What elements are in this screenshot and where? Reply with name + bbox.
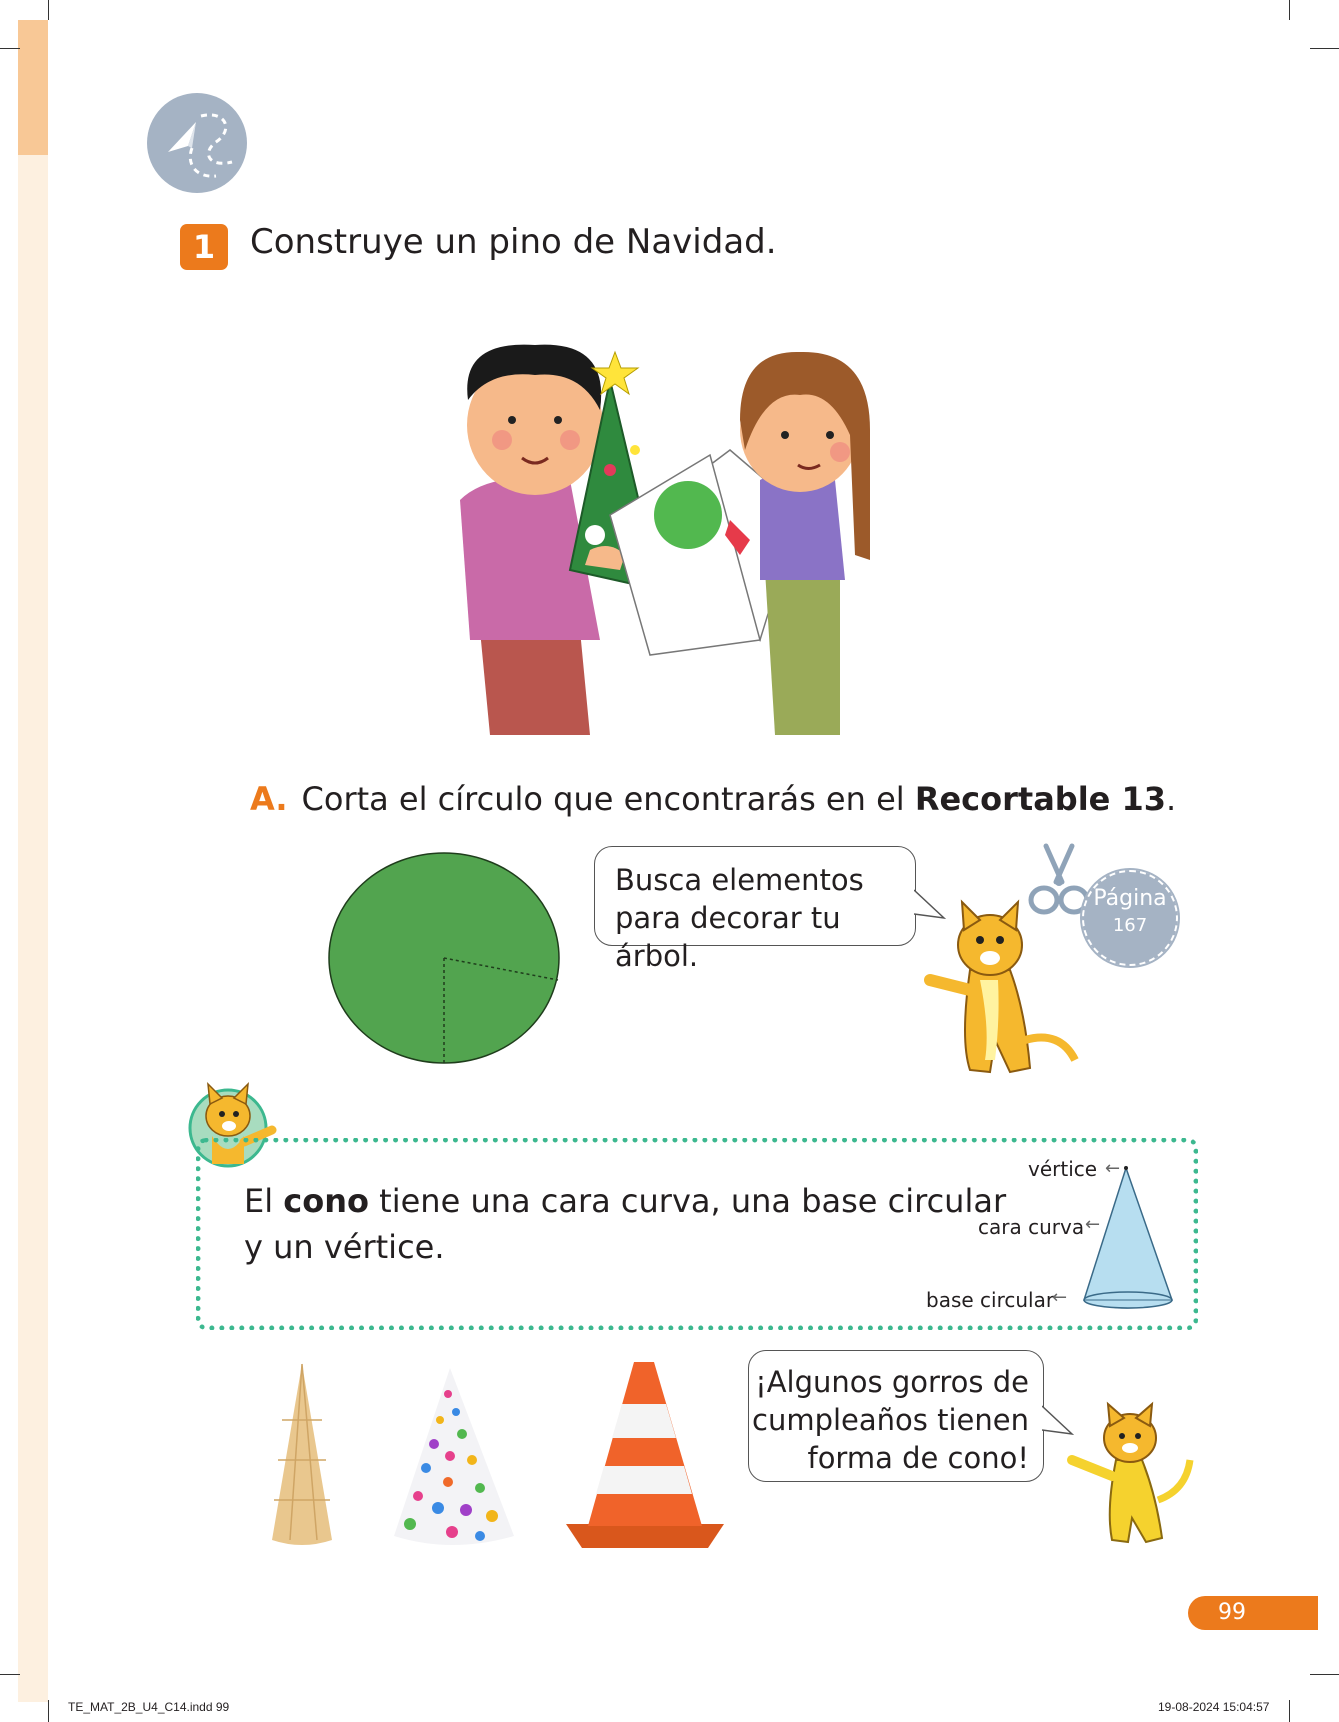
footer-timestamp: 19-08-2024 15:04:57 (1158, 1700, 1270, 1714)
exercise-title: Construye un pino de Navidad. (250, 222, 777, 262)
speech-bubble-decorate (594, 846, 916, 973)
part-a-end: . (1166, 780, 1177, 818)
ice-cream-cone-figure (262, 1360, 342, 1550)
side-color-strip-top (18, 20, 48, 155)
paper-plane-badge-icon (146, 92, 248, 194)
cone-diagram (1076, 1160, 1186, 1310)
crop-mark (48, 0, 49, 20)
cat-mascot-icon (1056, 1400, 1196, 1550)
page-reference-number: 167 (1112, 915, 1148, 936)
children-illustration (430, 340, 970, 740)
page-reference-badge (1082, 870, 1178, 966)
arrow-left-icon: ← (1085, 1214, 1101, 1235)
arrow-left-icon: ← (1105, 1158, 1121, 1179)
definition-rest: tiene una cara curva, una base circular (369, 1182, 1007, 1220)
bubble-line: cumpleaños tienen (752, 1403, 1029, 1437)
bubble-line: para decorar tu árbol. (615, 901, 841, 973)
crop-mark (1289, 0, 1290, 20)
definition-line2: y un vértice. (244, 1228, 445, 1266)
definition-term: cono (283, 1182, 369, 1220)
cat-mascot-icon (900, 890, 1080, 1080)
definition-start: El (244, 1182, 284, 1220)
party-hat-figure (390, 1364, 520, 1550)
label-vertex: vértice (1028, 1157, 1098, 1181)
arrow-left-icon: ← (1052, 1287, 1068, 1308)
bubble-line: forma de cono! (807, 1441, 1029, 1475)
crop-mark (0, 1674, 20, 1675)
bubble-line: ¡Algunos gorros de (755, 1365, 1029, 1399)
crop-mark (1310, 48, 1339, 49)
label-base: base circular (926, 1288, 1055, 1312)
footer-file: TE_MAT_2B_U4_C14.indd 99 (68, 1700, 230, 1714)
part-a-letter: A. (250, 780, 288, 818)
page-reference-word: Página (1093, 886, 1167, 911)
crop-mark (1289, 1700, 1290, 1722)
cutout-circle-figure (326, 848, 566, 1068)
crop-mark (48, 1700, 49, 1722)
crop-mark (1310, 1674, 1339, 1675)
cone-definition (244, 1178, 1006, 1270)
traffic-cone-figure (562, 1358, 728, 1550)
side-color-strip (18, 20, 48, 1702)
page-number: 99 (1188, 1596, 1318, 1630)
bubble-line: Busca elementos (615, 863, 864, 897)
crop-mark (0, 48, 20, 49)
speech-bubble-hats (748, 1350, 1044, 1482)
part-a-text: Corta el círculo que encontrarás en el (301, 780, 915, 818)
girl-figure (725, 352, 870, 735)
part-a-instruction (250, 780, 1176, 818)
label-curved-face: cara curva (978, 1215, 1085, 1239)
exercise-number: 1 (180, 224, 228, 270)
part-a-bold: Recortable 13 (914, 780, 1167, 818)
